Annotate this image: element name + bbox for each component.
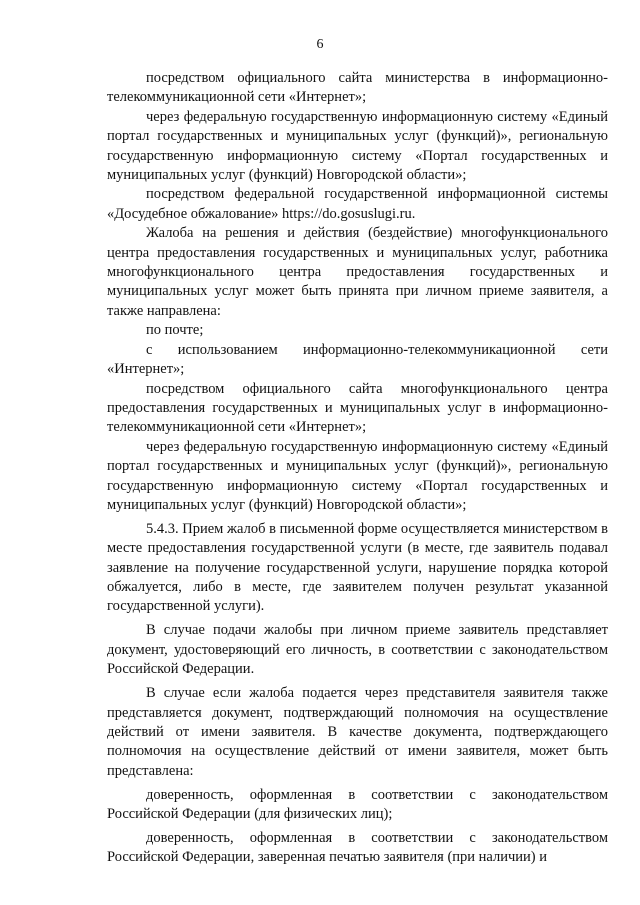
document-body	[107, 69, 608, 868]
paragraph: В случае если жалоба подается через представителя заявителя также представляется документ, подтверждающий полномочия на осуществление действий от имени заявителя. В качестве документа, подтверждающего полномочия на осуществление действий от имени заявителя, может быть представлена:	[107, 685, 608, 779]
page-number: 6	[316, 37, 324, 52]
paragraph: В случае подачи жалобы при личном приеме заявитель представляет документ, удостоверяющий его личность, в соответствии с законодательством Российской Федерации.	[107, 622, 608, 678]
paragraph: по почте;	[146, 322, 204, 339]
paragraph: через федеральную государственную информационную систему «Единый портал государственных и муниципальных услуг (функций)», региональную государственную информационную систему «Портал государственных и муниципальных услуг (функций) Новгородской области»;	[107, 438, 608, 513]
paragraph: через федеральную государственную информационную систему «Единый портал государственных и муниципальных услуг (функций)», региональную государственную информационную систему «Портал государственных и муниципальных услуг (функций) Новгородской области»;	[107, 108, 608, 184]
paragraph: 5.4.3. Прием жалоб в письменной форме осуществляется министерством в месте предоставления государственной услуги (в месте, где заявитель подавал заявление на получение государственной услуги, нарушение порядка которой обжалуется, либо в месте, где заявителем получен результат указанной государственной услуги).	[107, 520, 608, 615]
paragraph: посредством федеральной государственной информационной системы «Досудебное обжалование» https://do.gosuslugi.ru.	[107, 186, 608, 222]
paragraph: доверенность, оформленная в соответствии с законодательством Российской Федерации, заверенная печатью заявителя (при наличии) и	[107, 829, 608, 866]
paragraph: посредством официального сайта многофункционального центра предоставления государственных и муниципальных услуг в информационно-телекоммуникационной сети «Интернет»;	[107, 380, 608, 436]
paragraph: с использованием информационно-телекоммуникационной сети «Интернет»;	[107, 341, 608, 378]
paragraph: доверенность, оформленная в соответствии с законодательством Российской Федерации (для физических лиц);	[107, 786, 608, 823]
paragraph: посредством официального сайта министерства в информационно-телекоммуникационной сети «Интернет»;	[107, 70, 608, 106]
paragraph: Жалоба на решения и действия (бездействие) многофункционального центра предоставления государственных и муниципальных услуг, работника многофункционального центра предоставления государственных и муниципальных услуг может быть принята при личном приеме заявителя, а также направлена:	[107, 225, 608, 319]
